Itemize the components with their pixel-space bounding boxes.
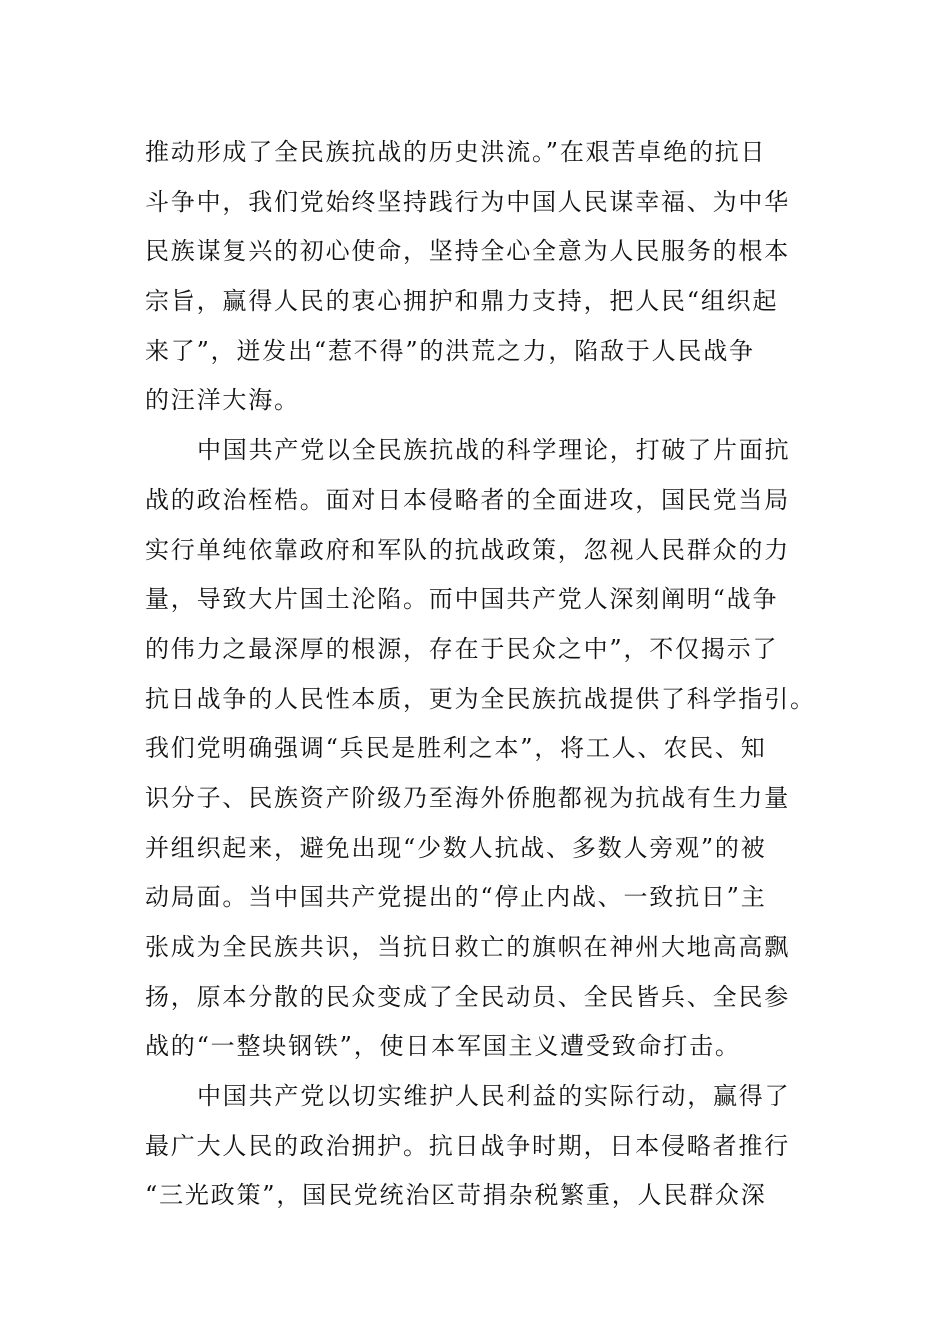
document-page <box>145 132 816 1225</box>
text-line: 的伟力之最深厚的根源，存在于民众之中”，不仅揭示了 <box>145 634 779 663</box>
text-line: 识分子、民族资产阶级乃至海外侨胞都视为抗战有生力量 <box>145 783 790 812</box>
text-line: 实行单纯依靠政府和军队的抗战政策，忽视人民群众的力 <box>145 535 790 564</box>
text-line: 来了”，迸发出“惹不得”的洪荒之力，陷敌于人民战争 <box>145 336 755 365</box>
text-line: 抗日战争的人民性本质，更为全民族抗战提供了科学指引。 <box>145 684 816 713</box>
text-line: 推动形成了全民族抗战的历史洪流。”在艰苦卓绝的抗日 <box>145 138 767 166</box>
text-line: 动局面。当中国共产党提出的“停止内战、一致抗日”主 <box>145 883 767 912</box>
text-line: 斗争中，我们党始终坚持践行为中国人民谋幸福、为中华 <box>145 187 790 216</box>
text-line: 中国共产党以全民族抗战的科学理论，打破了片面抗 <box>197 436 791 465</box>
text-line: 民族谋复兴的初心使命，坚持全心全意为人民服务的根本 <box>145 237 790 266</box>
text-line: 的汪洋大海。 <box>145 386 300 415</box>
text-line: 最广大人民的政治拥护。抗日战争时期，日本侵略者推行 <box>145 1131 790 1160</box>
text-line: 扬，原本分散的民众变成了全民动员、全民皆兵、全民参 <box>145 982 790 1011</box>
text-line: 量，导致大片国土沦陷。而中国共产党人深刻阐明“战争 <box>145 585 779 614</box>
text-line: “三光政策”，国民党统治区苛捐杂税繁重，人民群众深 <box>145 1181 767 1210</box>
text-line: 并组织起来，避免出现“少数人抗战、多数人旁观”的被 <box>145 833 767 862</box>
text-line: 中国共产党以切实维护人民利益的实际行动，赢得了 <box>197 1082 791 1111</box>
text-line: 宗旨，赢得人民的衷心拥护和鼎力支持，把人民“组织起 <box>145 287 779 316</box>
text-line: 张成为全民族共识，当抗日救亡的旗帜在神州大地高高飘 <box>145 933 790 961</box>
text-line: 战的“一整块钢铁”，使日本军国主义遭受致命打击。 <box>145 1032 741 1061</box>
text-line: 我们党明确强调“兵民是胜利之本”，将工人、农民、知 <box>145 734 767 763</box>
text-line: 战的政治桎梏。面对日本侵略者的全面进攻，国民党当局 <box>145 485 790 514</box>
